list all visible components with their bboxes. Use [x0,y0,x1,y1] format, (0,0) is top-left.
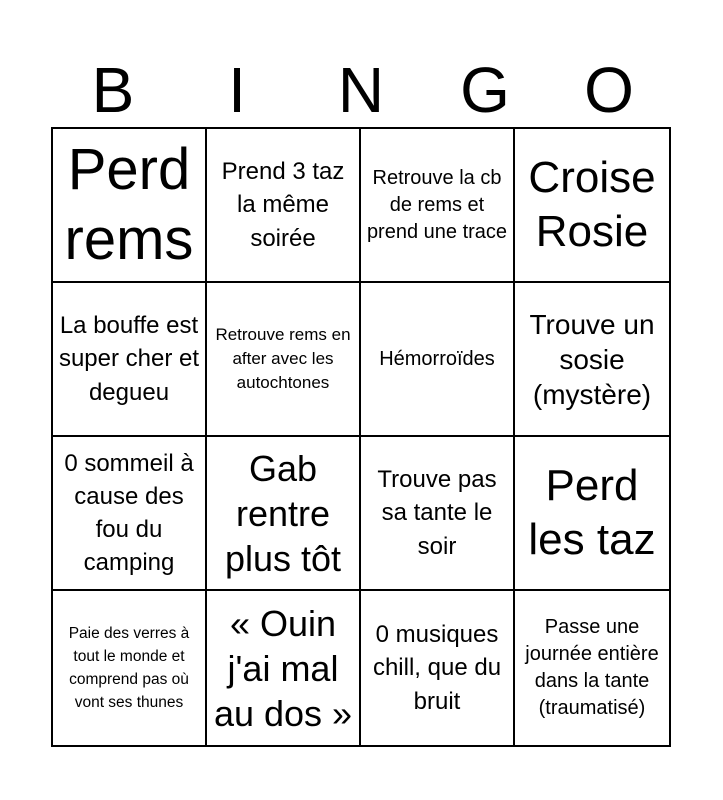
bingo-cell-11[interactable] [361,437,515,591]
cell-text: Perd les taz [528,461,656,564]
cell-text: Croise Rosie [528,153,656,256]
bingo-cell-3[interactable] [361,129,515,283]
cell-text: Gab rentre plus tôt [224,447,342,579]
cell-text: Passe une journée entière dans la tante (traumatisé) [525,616,659,719]
bingo-cell-2[interactable] [207,129,361,283]
cell-text: Trouve un sosie (mystère) [529,308,655,410]
bingo-cell-5[interactable] [53,283,207,437]
header-letter-g: G [460,54,510,126]
bingo-cell-9[interactable] [53,437,207,591]
bingo-cell-7[interactable] [361,283,515,437]
cell-text: Paie des verres à tout le monde et comprend pas où vont ses thunes [68,624,190,712]
cell-text: « Ouin j'ai mal au dos » [213,602,353,734]
cell-text: Retrouve la cb de rems et prend une trace [366,166,508,243]
bingo-cell-12[interactable] [515,437,669,591]
bingo-cell-13[interactable] [53,591,207,745]
bingo-cell-1[interactable] [53,129,207,283]
cell-text: Prend 3 taz la même soirée [221,158,345,252]
cell-text: 0 sommeil à cause des fou du camping [64,449,194,577]
cell-text: Trouve pas sa tante le soir [377,466,497,560]
cell-text: Retrouve rems en after avec les autochtones [215,324,351,393]
cell-text: Perd rems [64,137,194,272]
cell-text: La bouffe est super cher et degueu [58,312,200,406]
bingo-cell-15[interactable] [361,591,515,745]
bingo-header [51,52,671,128]
header-letter-o: O [584,54,634,126]
header-letter-n: N [337,54,385,126]
bingo-grid [51,127,671,747]
bingo-cell-4[interactable] [515,129,669,283]
bingo-cell-6[interactable] [207,283,361,437]
cell-text: 0 musiques chill, que du bruit [372,621,502,715]
bingo-cell-14[interactable] [207,591,361,745]
header-letter-b: B [91,54,135,126]
bingo-cell-8[interactable] [515,283,669,437]
bingo-cell-10[interactable] [207,437,361,591]
cell-text: Hémorroïdes [379,347,495,370]
bingo-cell-16[interactable] [515,591,669,745]
header-letter-i: I [228,54,246,126]
